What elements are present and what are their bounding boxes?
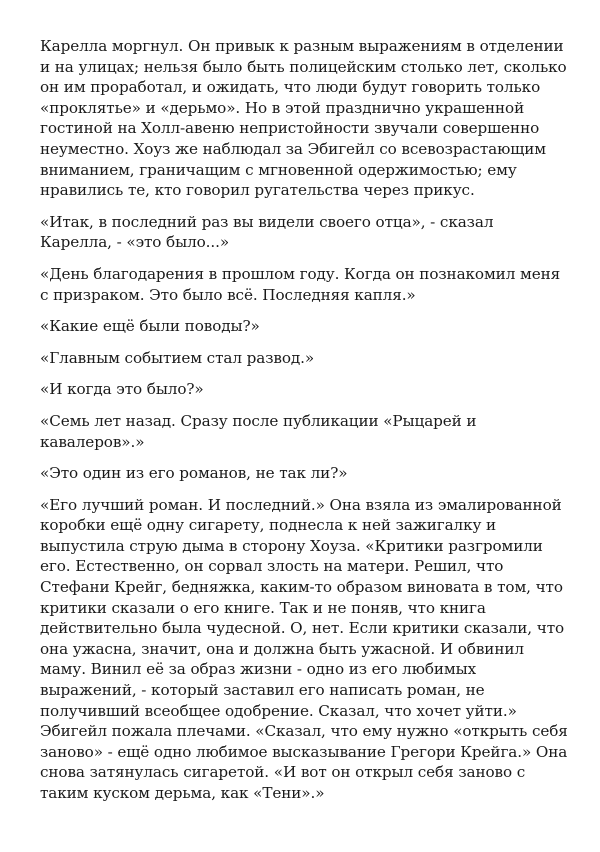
paragraph-dialogue-5: «И когда это было?» (40, 380, 204, 399)
paragraph-narration-1: Карелла моргнул. Он привык к разным выражениям в отделении и на улицах; нельзя было быть полицейским столько лет, сколько он им проработал, и ожидать, что люди будут говорить только «проклятье» и «дерьмо». Но в этой празднично украшенной гостиной на Холл-авеню непристойности звучали совершенно неуместно. Хоуз же наблюдал за Эбигейл со всевозрастающим вниманием, граничащим с мгновенной одержимостью; ему нравились те, кто говорил ругательства через прикус. (40, 37, 567, 200)
paragraph-dialogue-2: «День благодарения в прошлом году. Когда он познакомил меня с призраком. Это было всё. Последняя капля.» (40, 264, 561, 304)
document-page (40, 36, 568, 815)
paragraph-dialogue-4: «Главным событием стал развод.» (40, 348, 315, 367)
paragraph-dialogue-1: «Итак, в последний раз вы видели своего отца», - сказал Карелла, - «это было...» (40, 212, 494, 252)
paragraph-dialogue-6: «Семь лет назад. Сразу после публикации «Рыцарей и кавалеров».» (40, 411, 477, 451)
paragraph-narration-2: «Его лучший роман. И последний.» Она взяла из эмалированной коробки ещё одну сигарету, поднесла к ней зажигалку и выпустила струю дыма в сторону Хоуза. «Критики разгромили его. Естественно, он сорвал злость на матери. Решил, что Стефани Крейг, бедняжка, каким-то образом виновата в том, что критики сказали о его книге. Так и не поняв, что книга действительно была чудесной. О, нет. Если критики сказали, что она ужасна, значит, она и должна быть ужасной. И обвинил маму. Винил её за образ жизни - одно из его любимых выражений, - который заставил его написать роман, не получивший всеобщее одобрение. Сказал, что хочет уйти.» Эбигейл пожала плечами. «Сказал, что ему нужно «открыть себя заново» - ещё одно любимое высказывание Грегори Крейга.» Она снова затянулась сигаретой. «И вот он открыл себя заново с таким куском дерьма, как «Тени».» (40, 495, 568, 802)
paragraph-dialogue-3: «Какие ещё были поводы?» (40, 317, 260, 336)
paragraph-dialogue-7: «Это один из его романов, не так ли?» (40, 464, 348, 483)
